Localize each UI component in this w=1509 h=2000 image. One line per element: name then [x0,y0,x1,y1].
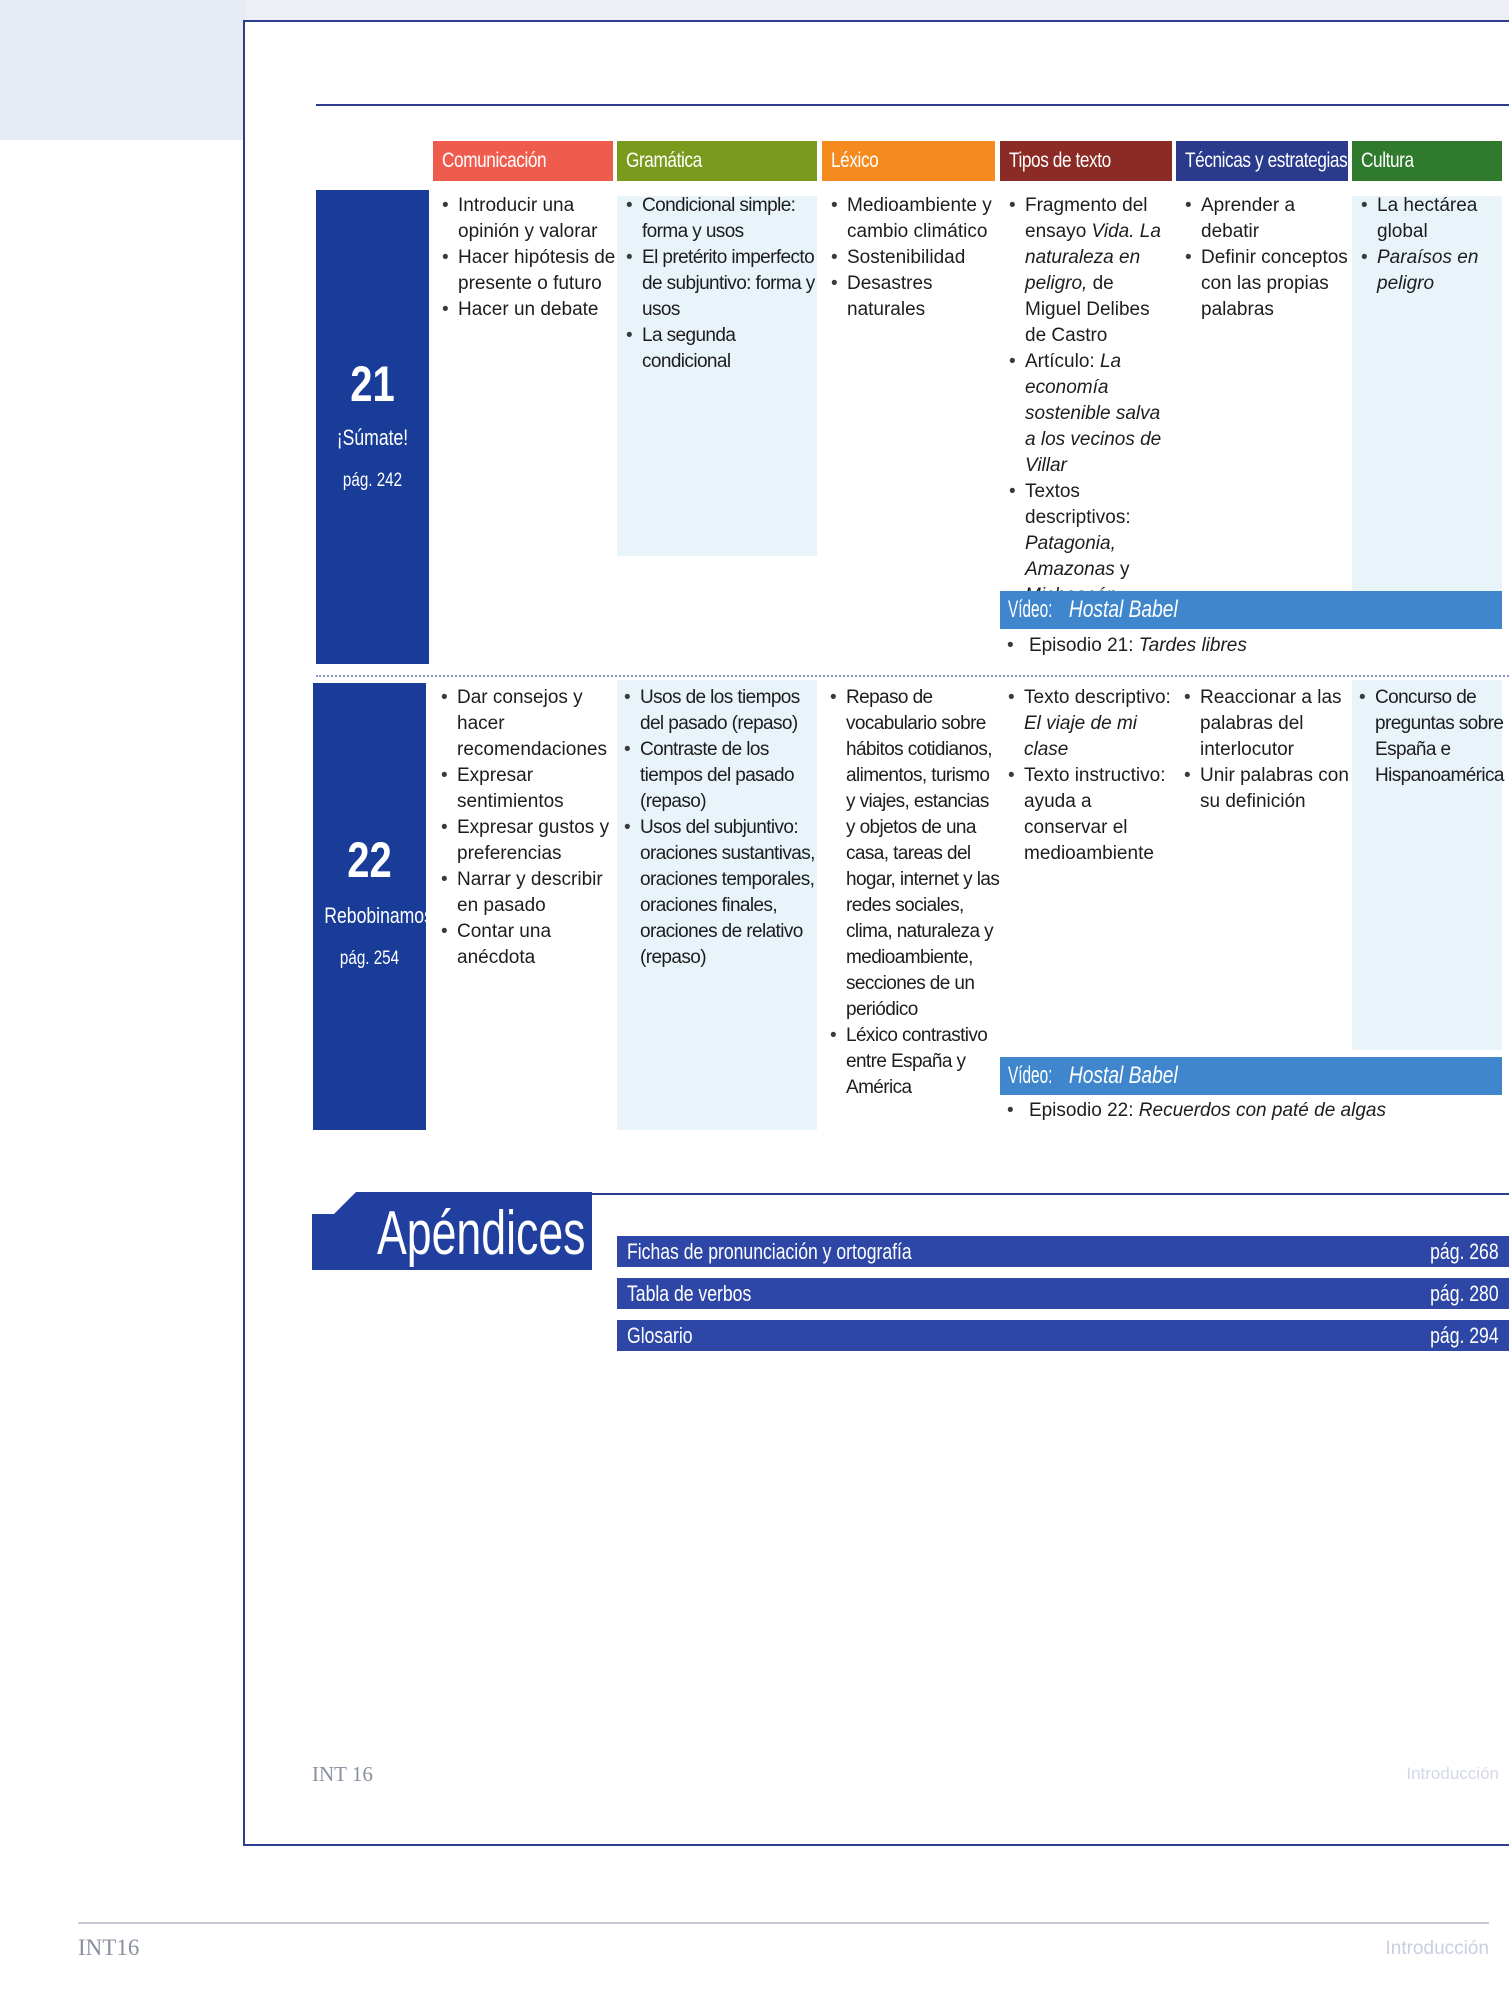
unit-number: 22 [347,832,392,888]
list-item: • Reaccionar a las palabras del interlocutor [1180,685,1352,763]
unit-22-box[interactable] [313,683,433,1130]
appendix-label: Fichas de pronunciación y ortografía [627,1238,912,1264]
episode-prefix: Episodio 22: [1028,1100,1134,1121]
list-item: • Introducir una opinión y valorar [438,193,618,245]
appendix-label: Tabla de verbos [627,1280,752,1306]
unit-22-gramatica [620,685,817,971]
list-item: • Sostenibilidad [827,245,999,271]
video-label: Vídeo: [1008,596,1053,623]
unit-21-comunicacion [438,193,618,323]
top-rule [316,104,1509,106]
unit-page: pág. 254 [339,948,400,969]
list-item: • Contraste de los tiempos del pasado (repaso) [620,737,817,815]
appendix-page: pág. 268 [1430,1238,1499,1264]
header-comunicacion: Comunicación [433,141,613,181]
header-lexico: Léxico [822,141,995,181]
list-item: • Usos del subjuntivo: oraciones sustantivas, oraciones temporales, oraciones finales, oraciones de relativo (repaso) [620,815,817,971]
unit-22-lexico [826,685,1000,1101]
appendix-pronunciation[interactable] [617,1236,1509,1267]
list-item: • Texto instructivo: ayuda a conservar el medioambiente [1004,763,1176,867]
header-gramatica: Gramática [617,141,817,181]
list-item: • Dar consejos y hacer recomendaciones [437,685,617,763]
list-item: • Concurso de preguntas sobre España e Hispanoamérica [1355,685,1507,789]
unit-number: 21 [350,356,395,412]
appendices-notch [312,1192,356,1214]
unit-21-box[interactable] [316,190,429,664]
bottom-rule [78,1922,1489,1924]
video-label: Vídeo: [1008,1062,1053,1089]
unit-page: pág. 242 [342,470,403,491]
section-label-outer: Introducción [1385,1938,1489,1959]
list-item: • Desastres naturales [827,271,999,323]
list-item: • Medioambiente y cambio climático [827,193,999,245]
unit-divider [316,675,1509,677]
list-item: • La hectárea global [1357,193,1507,245]
list-item: • Definir conceptos con las propias palabras [1181,245,1351,323]
page-top-tint [245,0,1509,20]
list-item: • Léxico contrastivo entre España y América [826,1023,1000,1101]
page-number-outer: INT16 [78,1935,140,1960]
video-title: Hostal Babel [1068,1062,1178,1089]
unit-22-video-bar[interactable] [1000,1057,1502,1095]
unit-22-cultura [1355,685,1507,789]
list-item: • El pretérito imperfecto de subjuntivo: forma y usos [622,245,817,323]
list-item: • Contar una anécdota [437,919,617,971]
appendices-title: Apéndices [377,1199,586,1268]
list-item: • Paraísos en peligro [1357,245,1507,297]
episode-title: Tardes libres [1138,635,1247,656]
appendix-label: Glosario [627,1322,693,1348]
appendix-page: pág. 294 [1430,1322,1499,1348]
list-item: • Narrar y describir en pasado [437,867,617,919]
header-cultura: Cultura [1352,141,1502,181]
header-tecnicas: Técnicas y estrategias [1176,141,1348,181]
unit-21-gramatica [622,193,817,375]
list-item: • Texto descriptivo: El viaje de mi clase [1004,685,1176,763]
page-corner-tint [0,0,245,140]
header-tipos-texto: Tipos de texto [1000,141,1172,181]
video-title: Hostal Babel [1068,596,1178,623]
list-item: • Repaso de vocabulario sobre hábitos cotidianos, alimentos, turismo y viajes, estancias y objetos de una casa, tareas del hogar, internet y las redes sociales, clima, naturaleza y medioambiente, secciones de un periódico [826,685,1000,1023]
unit-21-lexico [827,193,999,323]
unit-21-video-bar[interactable] [1000,591,1502,629]
list-item: • Unir palabras con su definición [1180,763,1352,815]
section-label-inner: Introducción [1406,1764,1499,1783]
unit-21-tecnicas [1181,193,1351,323]
unit-21-tipos-texto [1005,193,1173,609]
list-item: • Textos descriptivos: Patagonia, Amazonas y [1005,479,1173,609]
list-item: • Hacer hipótesis de presente o futuro [438,245,618,297]
list-item: • Fragmento del ensayo Vida. La naturaleza en peligro, de Miguel Delibes de Castro [1005,193,1173,349]
list-item: • La segunda condicional [622,323,817,375]
appendix-page: pág. 280 [1430,1280,1499,1306]
page-number-inner: INT 16 [312,1762,373,1786]
unit-title: Rebobinamos [324,903,433,928]
unit-21-episode [1007,635,1247,657]
appendices-header [312,1192,592,1270]
appendix-glossary[interactable] [617,1320,1509,1351]
unit-22-tipos-texto [1004,685,1176,867]
unit-22-comunicacion [437,685,617,971]
list-item: • Condicional simple: forma y usos [622,193,817,245]
unit-21-cultura [1357,193,1507,297]
appendices-rule [592,1193,1509,1195]
appendix-verbs[interactable] [617,1278,1509,1309]
list-item: • Expresar sentimientos [437,763,617,815]
episode-title: Recuerdos con paté de algas [1138,1100,1386,1121]
list-item: • Expresar gustos y preferencias [437,815,617,867]
episode-prefix: Episodio 21: [1028,635,1134,656]
list-item: • Aprender a debatir [1181,193,1351,245]
list-item: • Usos de los tiempos del pasado (repaso) [620,685,817,737]
list-item: • Artículo: La economía sostenible salva a los vecinos de Villar [1005,349,1173,479]
unit-title: ¡Súmate! [336,425,409,450]
unit-22-episode [1007,1100,1386,1122]
unit-22-tecnicas [1180,685,1352,815]
list-item: • Hacer un debate [438,297,618,323]
